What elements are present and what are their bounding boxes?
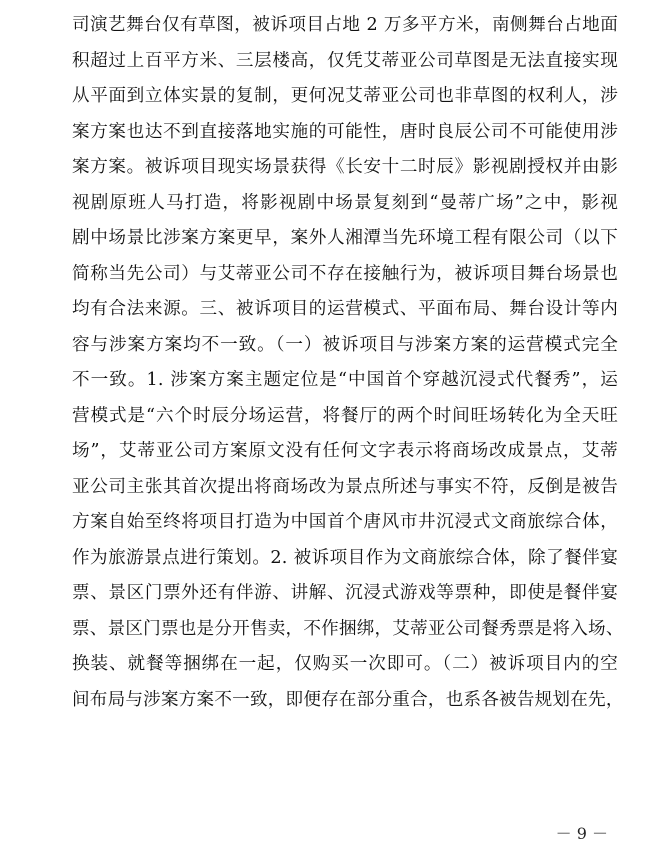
page-number: [0, 821, 650, 844]
text-line: 间布局与涉案方案不一致，即便存在部分重合，也系各被告规划在先，: [72, 689, 624, 710]
text-line: 均有合法来源。三、被诉项目的运营模式、平面布局、舞台设计等内: [72, 299, 618, 319]
text-line: 亚公司主张其首次提出将商场改为景点所述与事实不符，反倒是被告: [72, 476, 618, 497]
text-line: 从平面到立体实景的复制，更何况艾蒂亚公司也非草图的权利人，涉: [72, 86, 618, 106]
text-line: 票、景区门票外还有伴游、讲解、沉浸式游戏等票种，即使是餐伴宴: [72, 583, 618, 603]
page-number-text: － 9 －: [555, 824, 608, 843]
text-line: 案方案。被诉项目现实场景获得《长安十二时辰》影视剧授权并由影: [72, 157, 618, 177]
text-line: 不一致。1. 涉案方案主题定位是“中国首个穿越沉浸式代餐秀”，运: [72, 370, 618, 390]
text-line: 剧中场景比涉案方案更早，案外人湘潭当先环境工程有限公司（以下: [72, 228, 618, 248]
text-line: 司演艺舞台仅有草图，被诉项目占地 2 万多平方米，南侧舞台占地面: [72, 15, 618, 35]
text-line: 积超过上百平方米、三层楼高，仅凭艾蒂亚公司草图是无法直接实现: [72, 50, 618, 71]
text-line: 案方案也达不到直接落地实施的可能性，唐时良辰公司不可能使用涉: [72, 121, 618, 142]
text-line: 作为旅游景点进行策划。2. 被诉项目作为文商旅综合体，除了餐伴宴: [72, 547, 618, 568]
text-line: 换装、就餐等捆绑在一起，仅购买一次即可。（二）被诉项目内的空: [72, 654, 618, 674]
text-line: 方案自始至终将项目打造为中国首个唐风市井沉浸式文商旅综合体，: [72, 512, 618, 532]
text-line: 票、景区门票也是分开售卖，不作捆绑，艾蒂亚公司餐秀票是将入场、: [72, 618, 624, 639]
text-line: 视剧原班人马打造，将影视剧中场景复刻到“曼蒂广场”之中，影视: [72, 192, 618, 213]
text-line: 简称当先公司）与艾蒂亚公司不存在接触行为，被诉项目舞台场景也: [72, 263, 618, 284]
text-line: 营模式是“六个时辰分场运营，将餐厅的两个时间旺场转化为全天旺: [72, 405, 618, 426]
document-body: [72, 8, 624, 718]
text-line: 容与涉案方案均不一致。（一）被诉项目与涉案方案的运营模式完全: [72, 334, 618, 355]
text-line: 场”，艾蒂亚公司方案原文没有任何文字表示将商场改成景点，艾蒂: [72, 441, 618, 461]
